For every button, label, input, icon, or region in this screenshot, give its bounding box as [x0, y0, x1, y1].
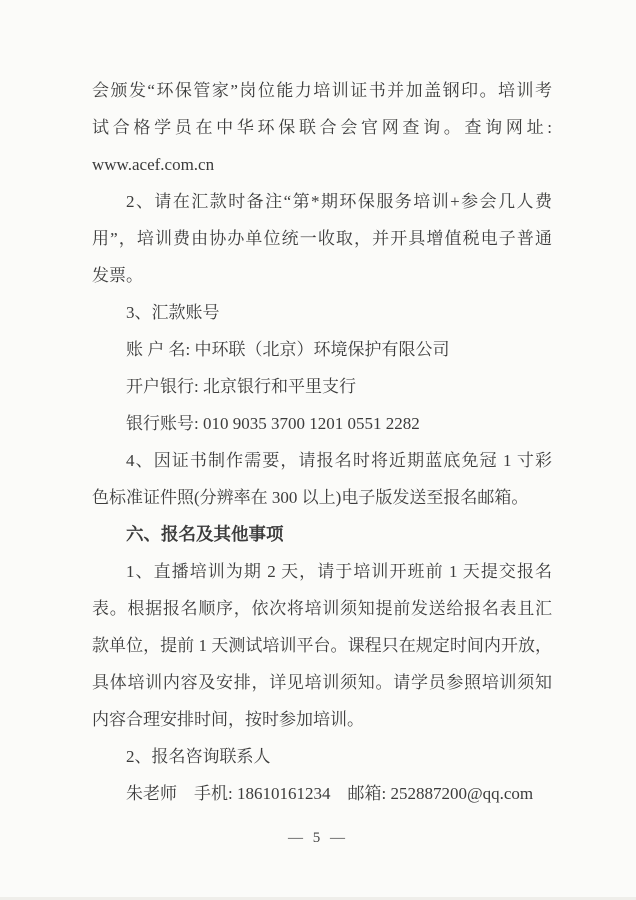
training-schedule-line-1: 1、直播培训为期 2 天，请于培训开班前 1 天提交报名 [126, 562, 552, 581]
query-url: www.acef.com.cn [92, 155, 215, 174]
contact-heading: 2、报名咨询联系人 [126, 747, 271, 766]
photo-requirement-line-2: 色标准证件照(分辨率在 300 以上)电子版发送至报名邮箱。 [92, 488, 529, 507]
account-name-line: 账 户 名: 中环联（北京）环境保护有限公司 [126, 340, 450, 359]
remittance-note-line-3: 发票。 [92, 266, 143, 285]
training-schedule-line-2: 表。根据报名顺序，依次将培训须知提前发送给报名表且汇 [92, 599, 552, 618]
cert-issue-line-1: 会颁发“环保管家”岗位能力培训证书并加盖钢印。培训考 [92, 81, 552, 100]
bank-name-line: 开户银行: 北京银行和平里支行 [126, 377, 356, 396]
bank-account-number-line: 银行账号: 010 9035 3700 1201 0551 2282 [126, 414, 420, 433]
contact-info-line: 朱老师 手机: 18610161234 邮箱: 252887200@qq.com [126, 784, 534, 803]
section-six-heading: 六、报名及其他事项 [126, 524, 284, 544]
page-number: — 5 — [288, 830, 348, 846]
remittance-account-heading: 3、汇款账号 [126, 303, 220, 322]
cert-issue-line-2: 试合格学员在中华环保联合会官网查询。查询网址: [92, 118, 552, 137]
training-schedule-line-3: 款单位，提前 1 天测试培训平台。课程只在规定时间内开放， [92, 636, 552, 655]
remittance-note-line-1: 2、请在汇款时备注“第*期环保服务培训+参会几人费 [126, 192, 552, 211]
photo-requirement-line-1: 4、因证书制作需要，请报名时将近期蓝底免冠 1 寸彩 [126, 451, 552, 470]
remittance-note-line-2: 用”，培训费由协办单位统一收取，并开具增值税电子普通 [92, 229, 552, 248]
training-schedule-line-4: 具体培训内容及安排，详见培训须知。请学员参照培训须知 [92, 673, 552, 692]
training-schedule-line-5: 内容合理安排时间，按时参加培训。 [92, 710, 364, 729]
document-body [92, 72, 552, 812]
